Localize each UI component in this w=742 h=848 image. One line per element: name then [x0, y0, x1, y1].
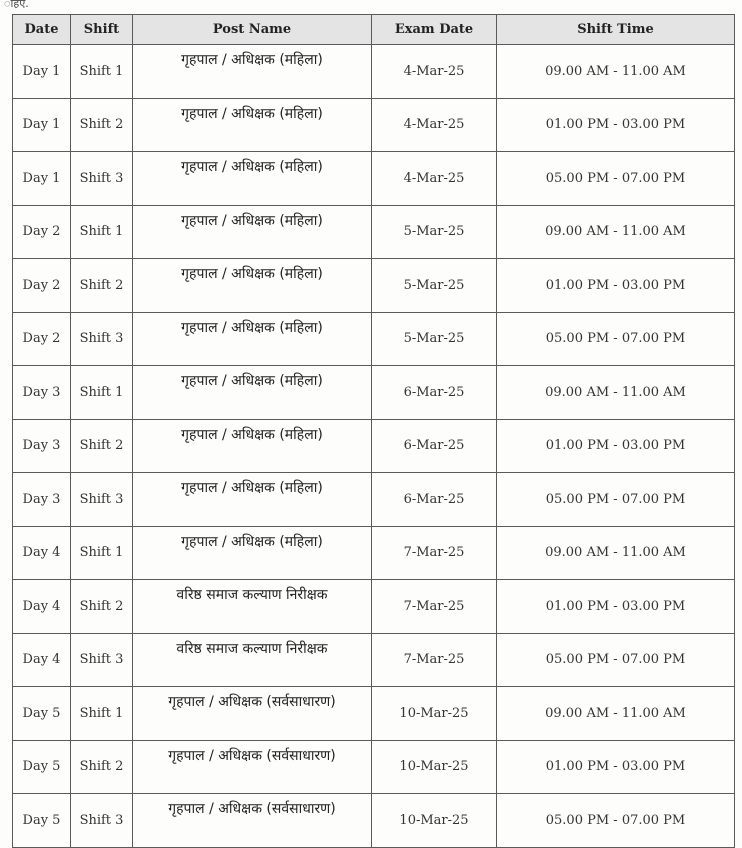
table-row [13, 526, 735, 580]
cell-exam-date: 5-Mar-25 [372, 312, 497, 366]
cell-post-name: गृहपाल / अधिक्षक (महिला) [133, 312, 372, 366]
cell-date: Day 4 [13, 633, 71, 687]
cell-shift-time: 05.00 PM - 07.00 PM [497, 473, 735, 527]
table-row [13, 205, 735, 259]
table-row [13, 45, 735, 99]
table-row [13, 152, 735, 206]
cell-shift: Shift 1 [71, 366, 133, 420]
cell-shift-time: 05.00 PM - 07.00 PM [497, 633, 735, 687]
table-row [13, 580, 735, 634]
cell-post-name: गृहपाल / अधिक्षक (महिला) [133, 45, 372, 99]
cell-shift: Shift 3 [71, 633, 133, 687]
cell-exam-date: 6-Mar-25 [372, 473, 497, 527]
cell-shift: Shift 2 [71, 580, 133, 634]
header-date: Date [13, 15, 71, 45]
cell-shift-time: 09.00 AM - 11.00 AM [497, 366, 735, 420]
cell-shift-time: 01.00 PM - 03.00 PM [497, 259, 735, 313]
table-row [13, 473, 735, 527]
cell-shift: Shift 2 [71, 419, 133, 473]
cell-shift: Shift 3 [71, 794, 133, 848]
cell-shift-time: 05.00 PM - 07.00 PM [497, 794, 735, 848]
cell-post-name: गृहपाल / अधिक्षक (सर्वसाधारण) [133, 687, 372, 741]
table-row [13, 633, 735, 687]
cell-shift: Shift 3 [71, 473, 133, 527]
cell-exam-date: 7-Mar-25 [372, 580, 497, 634]
table-header [13, 15, 735, 45]
cell-shift: Shift 1 [71, 526, 133, 580]
cell-shift-time: 09.00 AM - 11.00 AM [497, 205, 735, 259]
cell-date: Day 1 [13, 45, 71, 99]
table-row [13, 259, 735, 313]
table-row [13, 98, 735, 152]
cell-shift: Shift 2 [71, 98, 133, 152]
table-row [13, 794, 735, 848]
cell-post-name: गृहपाल / अधिक्षक (सर्वसाधारण) [133, 740, 372, 794]
cell-date: Day 4 [13, 580, 71, 634]
cell-shift: Shift 1 [71, 687, 133, 741]
table-row [13, 366, 735, 420]
cell-date: Day 3 [13, 473, 71, 527]
cell-post-name: गृहपाल / अधिक्षक (महिला) [133, 419, 372, 473]
cell-shift: Shift 3 [71, 312, 133, 366]
cell-date: Day 3 [13, 419, 71, 473]
exam-schedule-table [12, 14, 735, 848]
cell-date: Day 4 [13, 526, 71, 580]
cell-post-name: गृहपाल / अधिक्षक (सर्वसाधारण) [133, 794, 372, 848]
cell-post-name: गृहपाल / अधिक्षक (महिला) [133, 205, 372, 259]
cell-exam-date: 6-Mar-25 [372, 419, 497, 473]
cell-date: Day 2 [13, 259, 71, 313]
cell-post-name: गृहपाल / अधिक्षक (महिला) [133, 98, 372, 152]
header-post-name: Post Name [133, 15, 372, 45]
cell-exam-date: 10-Mar-25 [372, 794, 497, 848]
cell-exam-date: 4-Mar-25 [372, 45, 497, 99]
cell-post-name: गृहपाल / अधिक्षक (महिला) [133, 526, 372, 580]
cell-exam-date: 7-Mar-25 [372, 526, 497, 580]
cell-exam-date: 5-Mar-25 [372, 259, 497, 313]
header-exam-date: Exam Date [372, 15, 497, 45]
cell-exam-date: 6-Mar-25 [372, 366, 497, 420]
cell-date: Day 1 [13, 152, 71, 206]
header-shift-time: Shift Time [497, 15, 735, 45]
cell-date: Day 5 [13, 740, 71, 794]
cell-exam-date: 4-Mar-25 [372, 152, 497, 206]
cell-shift: Shift 2 [71, 259, 133, 313]
header-row [13, 15, 735, 45]
cell-date: Day 1 [13, 98, 71, 152]
cell-post-name: गृहपाल / अधिक्षक (महिला) [133, 152, 372, 206]
cell-shift: Shift 3 [71, 152, 133, 206]
cell-exam-date: 10-Mar-25 [372, 740, 497, 794]
cell-post-name: गृहपाल / अधिक्षक (महिला) [133, 473, 372, 527]
cell-exam-date: 7-Mar-25 [372, 633, 497, 687]
cell-shift-time: 09.00 AM - 11.00 AM [497, 526, 735, 580]
cell-date: Day 5 [13, 794, 71, 848]
cell-post-name: वरिष्ठ समाज कल्याण निरीक्षक [133, 633, 372, 687]
table-row [13, 312, 735, 366]
cell-exam-date: 10-Mar-25 [372, 687, 497, 741]
cell-shift-time: 01.00 PM - 03.00 PM [497, 98, 735, 152]
cell-post-name: गृहपाल / अधिक्षक (महिला) [133, 366, 372, 420]
table-row [13, 740, 735, 794]
cell-shift-time: 01.00 PM - 03.00 PM [497, 419, 735, 473]
cell-exam-date: 4-Mar-25 [372, 98, 497, 152]
cell-shift-time: 01.00 PM - 03.00 PM [497, 740, 735, 794]
cell-date: Day 5 [13, 687, 71, 741]
cell-shift-time: 01.00 PM - 03.00 PM [497, 580, 735, 634]
table-row [13, 687, 735, 741]
cell-shift: Shift 1 [71, 205, 133, 259]
header-shift: Shift [71, 15, 133, 45]
cell-shift-time: 09.00 AM - 11.00 AM [497, 687, 735, 741]
exam-schedule-sheet [12, 14, 735, 848]
cropped-previous-line-text: ाहए. [4, 0, 29, 8]
cell-shift-time: 05.00 PM - 07.00 PM [497, 312, 735, 366]
cell-shift: Shift 2 [71, 740, 133, 794]
cell-shift: Shift 1 [71, 45, 133, 99]
cell-date: Day 3 [13, 366, 71, 420]
table-row [13, 419, 735, 473]
cell-date: Day 2 [13, 312, 71, 366]
cell-shift-time: 05.00 PM - 07.00 PM [497, 152, 735, 206]
cell-exam-date: 5-Mar-25 [372, 205, 497, 259]
cell-post-name: वरिष्ठ समाज कल्याण निरीक्षक [133, 580, 372, 634]
table-body [13, 45, 735, 848]
cell-date: Day 2 [13, 205, 71, 259]
cell-post-name: गृहपाल / अधिक्षक (महिला) [133, 259, 372, 313]
cell-shift-time: 09.00 AM - 11.00 AM [497, 45, 735, 99]
